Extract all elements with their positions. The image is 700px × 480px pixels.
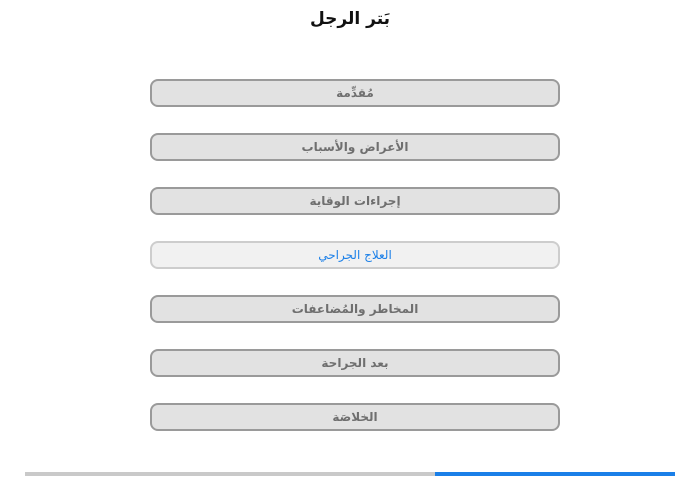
page-title: بَتر الرجل bbox=[309, 9, 391, 29]
progress-bar bbox=[25, 472, 675, 476]
menu-item-prevention[interactable]: إجراءات الوقاية bbox=[150, 187, 560, 215]
menu-item-risks-complications[interactable]: المخاطر والمُضاعفات bbox=[150, 295, 560, 323]
menu-item-after-surgery[interactable]: بعد الجراحة bbox=[150, 349, 560, 377]
chapter-menu bbox=[150, 79, 560, 457]
menu-item-summary[interactable]: الخلاصَة bbox=[150, 403, 560, 431]
progress-bar-fill bbox=[435, 472, 676, 476]
menu-item-introduction[interactable]: مُقدِّمة bbox=[150, 79, 560, 107]
menu-item-surgical-treatment[interactable]: العلاج الجراحي bbox=[150, 241, 560, 269]
menu-item-symptoms-causes[interactable]: الأعراض والأسباب bbox=[150, 133, 560, 161]
